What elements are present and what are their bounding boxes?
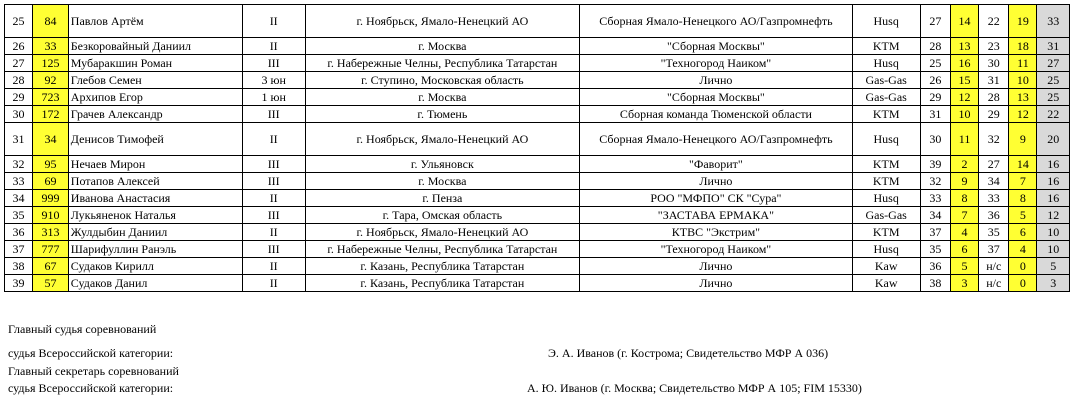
cell-start-number: 313 (33, 224, 69, 241)
cell-race1-place: 38 (920, 275, 950, 292)
cell-total-points: 3 (1037, 275, 1070, 292)
cell-race1-place: 31 (920, 106, 950, 123)
cell-start-number: 723 (33, 89, 69, 106)
cell-city: г. Ноябрьск, Ямало-Ненецкий АО (305, 224, 580, 241)
cell-rider-name: Денисов Тимофей (68, 123, 242, 156)
cell-city: г. Тара, Омская область (305, 207, 580, 224)
cell-race2-place: 36 (979, 207, 1009, 224)
cell-race2-place: н/с (979, 258, 1009, 275)
cell-race1-points: 5 (951, 258, 979, 275)
table-row (5, 106, 1070, 123)
cell-race1-points: 14 (951, 5, 979, 38)
chief-judge-category: судья Всероссийской категории: (8, 346, 174, 360)
cell-motorcycle: Husq (852, 55, 920, 72)
cell-place: 37 (5, 241, 33, 258)
cell-total-points: 20 (1037, 123, 1070, 156)
cell-rider-name: Мубаракшин Роман (68, 55, 242, 72)
cell-rider-name: Глебов Семен (68, 72, 242, 89)
cell-race2-points: 11 (1009, 55, 1037, 72)
cell-start-number: 125 (33, 55, 69, 72)
cell-start-number: 67 (33, 258, 69, 275)
table-row (5, 241, 1070, 258)
cell-category: III (242, 106, 305, 123)
cell-total-points: 31 (1037, 38, 1070, 55)
cell-race1-place: 26 (920, 72, 950, 89)
results-table (4, 4, 1070, 292)
cell-race1-points: 9 (951, 173, 979, 190)
cell-rider-name: Судаков Кирилл (68, 258, 242, 275)
cell-race2-points: 4 (1009, 241, 1037, 258)
cell-race2-points: 19 (1009, 5, 1037, 38)
cell-motorcycle: KTM (852, 224, 920, 241)
cell-place: 29 (5, 89, 33, 106)
cell-motorcycle: KTM (852, 173, 920, 190)
cell-rider-name: Архипов Егор (68, 89, 242, 106)
cell-city: г. Казань, Республика Татарстан (305, 275, 580, 292)
cell-race2-points: 18 (1009, 38, 1037, 55)
cell-rider-name: Иванова Анастасия (68, 190, 242, 207)
cell-race2-place: 29 (979, 106, 1009, 123)
cell-category: II (242, 275, 305, 292)
cell-city: г. Ноябрьск, Ямало-Ненецкий АО (305, 5, 580, 38)
table-row (5, 173, 1070, 190)
table-row (5, 207, 1070, 224)
cell-race1-place: 33 (920, 190, 950, 207)
cell-race2-place: 31 (979, 72, 1009, 89)
cell-place: 32 (5, 156, 33, 173)
cell-motorcycle: Gas-Gas (852, 72, 920, 89)
cell-start-number: 92 (33, 72, 69, 89)
table-row (5, 190, 1070, 207)
cell-place: 33 (5, 173, 33, 190)
table-row (5, 224, 1070, 241)
cell-race1-points: 11 (951, 123, 979, 156)
cell-race1-points: 2 (951, 156, 979, 173)
cell-race1-points: 12 (951, 89, 979, 106)
cell-race2-points: 12 (1009, 106, 1037, 123)
cell-team: "Фаворит" (580, 156, 852, 173)
cell-race1-points: 4 (951, 224, 979, 241)
cell-race2-points: 8 (1009, 190, 1037, 207)
cell-total-points: 16 (1037, 156, 1070, 173)
table-row (5, 55, 1070, 72)
cell-city: г. Москва (305, 173, 580, 190)
cell-city: г. Ульяновск (305, 156, 580, 173)
cell-team: КТВС "Экстрим" (580, 224, 852, 241)
cell-place: 38 (5, 258, 33, 275)
cell-motorcycle: KTM (852, 106, 920, 123)
table-row (5, 258, 1070, 275)
cell-race2-place: 30 (979, 55, 1009, 72)
cell-total-points: 22 (1037, 106, 1070, 123)
cell-category: II (242, 38, 305, 55)
cell-place: 27 (5, 55, 33, 72)
chief-judge-title: Главный судья соревнований (8, 322, 157, 336)
cell-race1-place: 29 (920, 89, 950, 106)
cell-team: Лично (580, 173, 852, 190)
cell-start-number: 95 (33, 156, 69, 173)
cell-team: Лично (580, 275, 852, 292)
cell-rider-name: Лукьяненок Наталья (68, 207, 242, 224)
cell-city: г. Тюмень (305, 106, 580, 123)
cell-category: II (242, 224, 305, 241)
cell-team: Лично (580, 258, 852, 275)
cell-team: "ЗАСТАВА ЕРМАКА" (580, 207, 852, 224)
cell-race2-points: 6 (1009, 224, 1037, 241)
cell-rider-name: Павлов Артём (68, 5, 242, 38)
cell-race2-points: 10 (1009, 72, 1037, 89)
cell-category: 1 юн (242, 89, 305, 106)
cell-place: 34 (5, 190, 33, 207)
cell-motorcycle: KTM (852, 38, 920, 55)
cell-race1-place: 30 (920, 123, 950, 156)
cell-category: III (242, 173, 305, 190)
cell-rider-name: Жулдыбин Даниил (68, 224, 242, 241)
cell-start-number: 69 (33, 173, 69, 190)
cell-team: РОО "МФПО" СК "Сура" (580, 190, 852, 207)
cell-team: "Сборная Москвы" (580, 89, 852, 106)
cell-total-points: 10 (1037, 224, 1070, 241)
cell-category: III (242, 207, 305, 224)
cell-place: 25 (5, 5, 33, 38)
results-body (5, 5, 1070, 292)
cell-team: "Сборная Москвы" (580, 38, 852, 55)
cell-total-points: 5 (1037, 258, 1070, 275)
table-row (5, 5, 1070, 38)
cell-start-number: 84 (33, 5, 69, 38)
cell-race2-place: 34 (979, 173, 1009, 190)
cell-place: 39 (5, 275, 33, 292)
cell-race1-points: 16 (951, 55, 979, 72)
cell-race2-place: 22 (979, 5, 1009, 38)
cell-race2-place: 27 (979, 156, 1009, 173)
cell-team: "Техногород Наиком" (580, 241, 852, 258)
table-row (5, 72, 1070, 89)
cell-race1-place: 28 (920, 38, 950, 55)
cell-race1-place: 37 (920, 224, 950, 241)
cell-race2-points: 5 (1009, 207, 1037, 224)
cell-rider-name: Грачев Александр (68, 106, 242, 123)
cell-category: II (242, 258, 305, 275)
cell-race1-points: 7 (951, 207, 979, 224)
cell-city: г. Москва (305, 38, 580, 55)
cell-motorcycle: Husq (852, 5, 920, 38)
chief-secretary-title: Главный секретарь соревнований (8, 364, 179, 378)
cell-city: г. Ноябрьск, Ямало-Ненецкий АО (305, 123, 580, 156)
cell-motorcycle: Kaw (852, 275, 920, 292)
cell-category: II (242, 123, 305, 156)
cell-race1-points: 10 (951, 106, 979, 123)
cell-city: г. Набережные Челны, Республика Татарстан (305, 241, 580, 258)
table-row (5, 89, 1070, 106)
cell-start-number: 172 (33, 106, 69, 123)
cell-motorcycle: Husq (852, 241, 920, 258)
cell-race2-place: 35 (979, 224, 1009, 241)
cell-place: 28 (5, 72, 33, 89)
cell-category: III (242, 55, 305, 72)
chief-judge-name: Э. А. Иванов (г. Кострома; Свидетельство МФР А 036) (548, 346, 829, 360)
cell-race1-place: 39 (920, 156, 950, 173)
cell-rider-name: Судаков Данил (68, 275, 242, 292)
cell-motorcycle: Gas-Gas (852, 89, 920, 106)
cell-total-points: 25 (1037, 89, 1070, 106)
cell-race1-points: 6 (951, 241, 979, 258)
cell-city: г. Набережные Челны, Республика Татарстан (305, 55, 580, 72)
cell-total-points: 16 (1037, 173, 1070, 190)
cell-team: Сборная Ямало-Ненецкого АО/Газпромнефть (580, 5, 852, 38)
cell-place: 30 (5, 106, 33, 123)
cell-start-number: 910 (33, 207, 69, 224)
cell-race1-points: 13 (951, 38, 979, 55)
cell-motorcycle: KTM (852, 156, 920, 173)
cell-race1-points: 8 (951, 190, 979, 207)
cell-rider-name: Шарифуллин Ранэль (68, 241, 242, 258)
cell-race1-place: 32 (920, 173, 950, 190)
cell-city: г. Пенза (305, 190, 580, 207)
cell-total-points: 25 (1037, 72, 1070, 89)
cell-total-points: 27 (1037, 55, 1070, 72)
cell-category: III (242, 241, 305, 258)
cell-race1-place: 25 (920, 55, 950, 72)
cell-team: Сборная Ямало-Ненецкого АО/Газпромнефть (580, 123, 852, 156)
cell-start-number: 57 (33, 275, 69, 292)
cell-category: III (242, 156, 305, 173)
cell-total-points: 16 (1037, 190, 1070, 207)
cell-category: 3 юн (242, 72, 305, 89)
cell-race2-place: 23 (979, 38, 1009, 55)
chief-secretary-name: А. Ю. Иванов (г. Москва; Свидетельство МФР А 105; FIM 15330) (527, 381, 862, 395)
chief-secretary-category: судья Всероссийской категории: (8, 381, 174, 395)
cell-start-number: 777 (33, 241, 69, 258)
cell-rider-name: Потапов Алексей (68, 173, 242, 190)
cell-motorcycle: Kaw (852, 258, 920, 275)
cell-team: Сборная команда Тюменской области (580, 106, 852, 123)
cell-race2-place: 33 (979, 190, 1009, 207)
cell-motorcycle: Gas-Gas (852, 207, 920, 224)
cell-race2-place: 32 (979, 123, 1009, 156)
cell-race2-place: 28 (979, 89, 1009, 106)
table-row (5, 156, 1070, 173)
cell-team: "Техногород Наиком" (580, 55, 852, 72)
cell-motorcycle: Husq (852, 190, 920, 207)
cell-start-number: 33 (33, 38, 69, 55)
cell-motorcycle: Husq (852, 123, 920, 156)
cell-race1-points: 15 (951, 72, 979, 89)
cell-race2-place: 37 (979, 241, 1009, 258)
cell-team: Лично (580, 72, 852, 89)
cell-city: г. Казань, Республика Татарстан (305, 258, 580, 275)
cell-total-points: 33 (1037, 5, 1070, 38)
cell-start-number: 34 (33, 123, 69, 156)
cell-rider-name: Нечаев Мирон (68, 156, 242, 173)
cell-total-points: 10 (1037, 241, 1070, 258)
cell-place: 36 (5, 224, 33, 241)
cell-place: 31 (5, 123, 33, 156)
cell-total-points: 12 (1037, 207, 1070, 224)
cell-city: г. Ступино, Московская область (305, 72, 580, 89)
table-row (5, 38, 1070, 55)
cell-race2-points: 13 (1009, 89, 1037, 106)
cell-race2-place: н/с (979, 275, 1009, 292)
cell-place: 35 (5, 207, 33, 224)
cell-city: г. Москва (305, 89, 580, 106)
cell-race2-points: 0 (1009, 275, 1037, 292)
cell-category: II (242, 190, 305, 207)
cell-race2-points: 14 (1009, 156, 1037, 173)
cell-race2-points: 0 (1009, 258, 1037, 275)
cell-race1-place: 36 (920, 258, 950, 275)
cell-race1-place: 27 (920, 5, 950, 38)
cell-race1-place: 34 (920, 207, 950, 224)
table-row (5, 275, 1070, 292)
cell-race1-place: 35 (920, 241, 950, 258)
cell-race2-points: 9 (1009, 123, 1037, 156)
cell-category: II (242, 5, 305, 38)
cell-start-number: 999 (33, 190, 69, 207)
cell-race2-points: 7 (1009, 173, 1037, 190)
cell-place: 26 (5, 38, 33, 55)
cell-race1-points: 3 (951, 275, 979, 292)
table-row (5, 123, 1070, 156)
cell-rider-name: Безкоровайный Даниил (68, 38, 242, 55)
